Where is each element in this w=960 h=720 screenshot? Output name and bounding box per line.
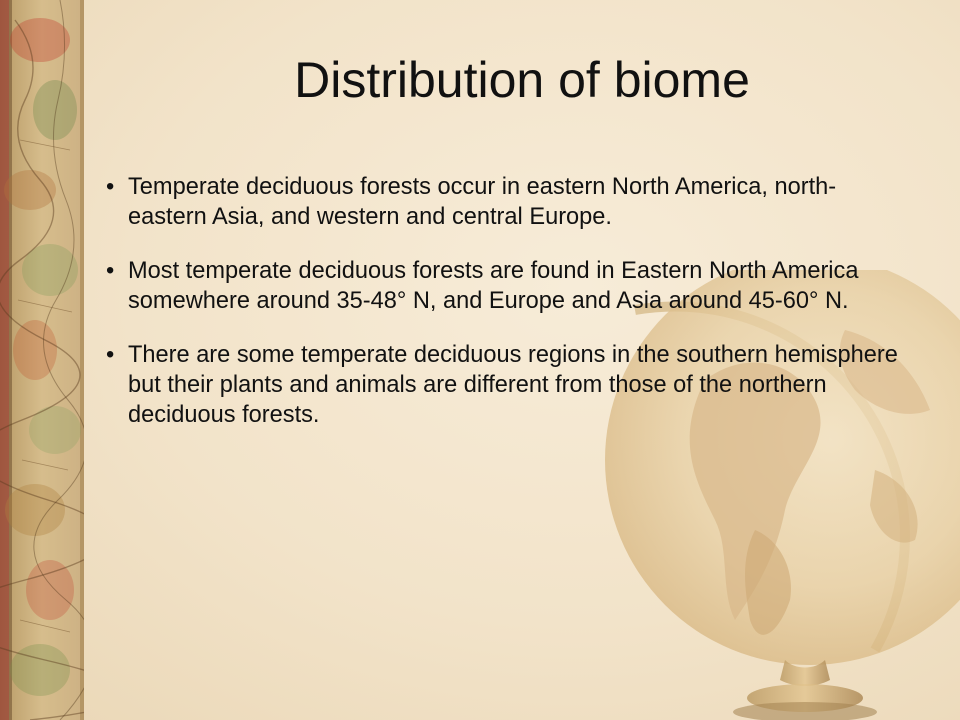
bullet-dot: • <box>106 174 115 200</box>
slide-title: Distribution of biome <box>294 52 750 108</box>
bullet-dot: • <box>106 342 115 368</box>
bullet-text: Most temperate deciduous forests are found in Eastern North America somewhere around 35-48° N, and Europe and Asia around 45-60° N. <box>128 258 859 314</box>
bullet-text: Temperate deciduous forests occur in eastern North America, north-eastern Asia, and western and central Europe. <box>128 174 837 230</box>
bullet-dot: • <box>106 258 115 284</box>
bullet-item <box>106 256 908 316</box>
bullet-list <box>106 172 908 454</box>
bullet-item <box>106 340 908 430</box>
bullet-item <box>106 172 908 232</box>
bullet-text: There are some temperate deciduous regions in the southern hemisphere but their plants and animals are different from those of the northern deciduous forests. <box>128 342 898 428</box>
antique-map-border <box>0 0 84 720</box>
